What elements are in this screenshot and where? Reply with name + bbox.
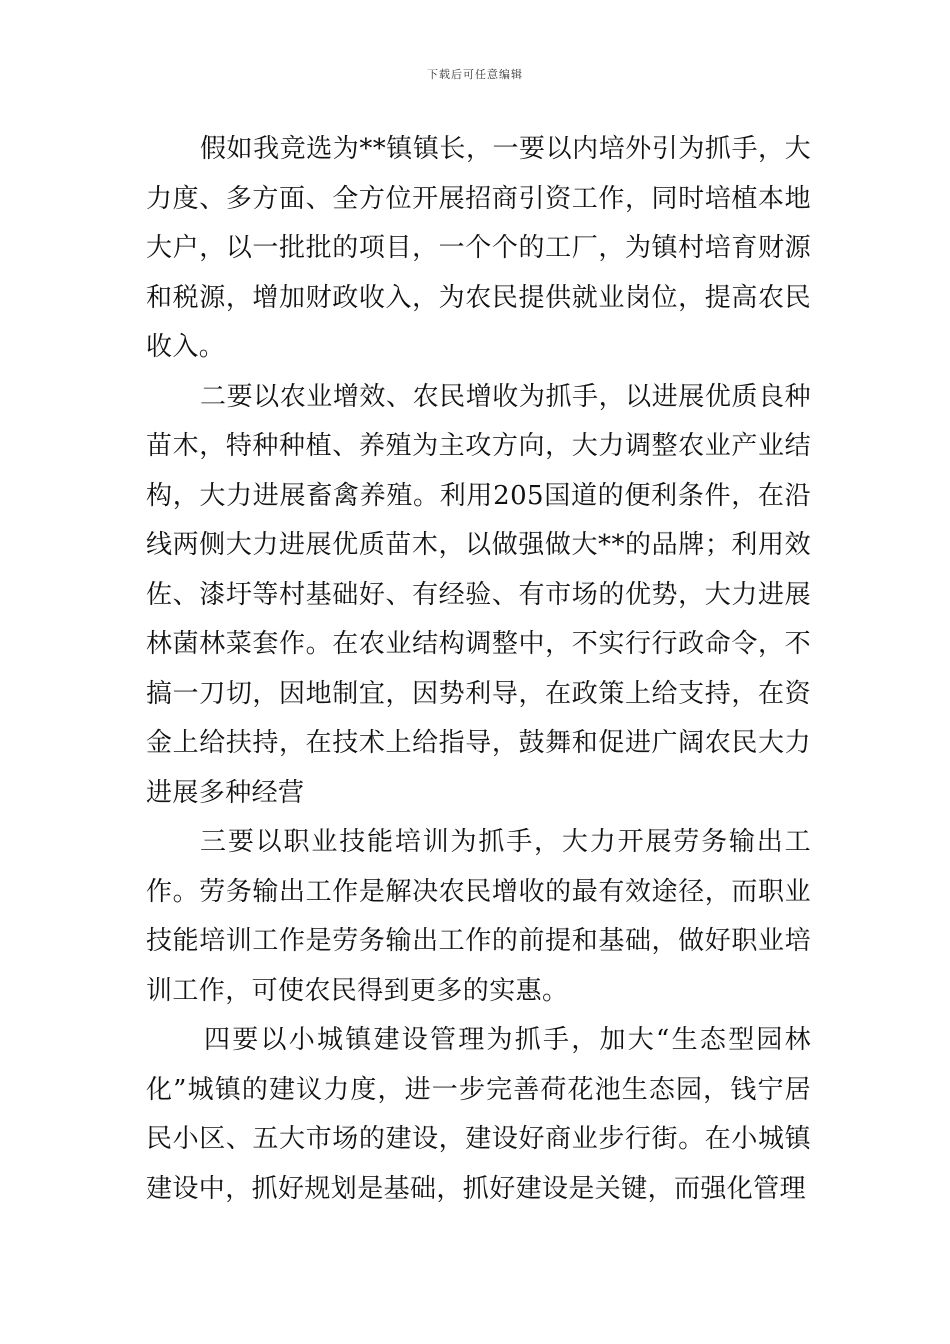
- page-header-note: 下载后可任意编辑: [427, 68, 523, 81]
- paragraph-3: 三要以职业技能培训为抓手，大力开展劳务输出工作。劳务输出工作是解决农民增收的最有效途径，而职业技能培训工作是劳务输出工作的前提和基础，做好职业培训工作，可使农民得到更多的实惠。: [146, 827, 811, 1006]
- document-body: [146, 125, 811, 1214]
- paragraph-2: 二要以农业增效、农民增收为抓手，以进展优质良种苗木，特种种植、养殖为主攻方向，大力调整农业产业结构，大力进展畜禽养殖。利用205国道的便利条件，在沿线两侧大力进展优质苗木，以做强做大**的品牌；利用效佐、漆圩等村基础好、有经验、有市场的优势，大力进展林菌林菜套作。在农业结构调整中，不实行行政命令，不搞一刀切，因地制宜，因势利导，在政策上给支持，在资金上给扶持，在技术上给指导，鼓舞和促进广阔农民大力进展多种经营: [146, 381, 811, 808]
- paragraph-4: 四要以小城镇建设管理为抓手，加大“生态型园林化”城镇的建议力度，进一步完善荷花池生态园，钱宁居民小区、五大市场的建设，建设好商业步行街。在小城镇建设中，抓好规划是基础，抓好建设是关键，而强化管理: [146, 1025, 811, 1204]
- paragraph-1: 假如我竞选为**镇镇长，一要以内培外引为抓手，大力度、多方面、全方位开展招商引资工作，同时培植本地大户，以一批批的项目，一个个的工厂，为镇村培育财源和税源，增加财政收入，为农民提供就业岗位，提高农民收入。: [146, 134, 811, 362]
